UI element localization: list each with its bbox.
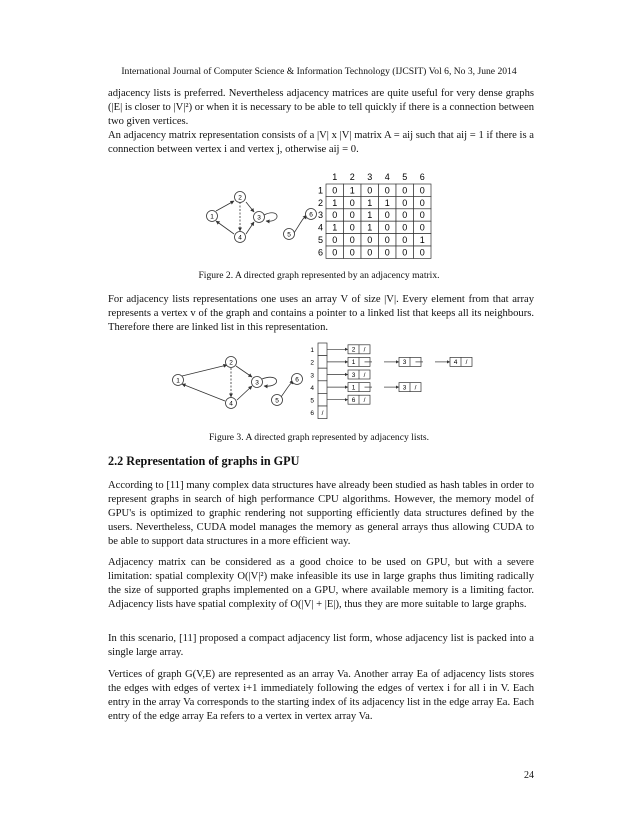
svg-text:3: 3	[255, 379, 259, 387]
matrix-cell-value: 0	[419, 210, 425, 221]
list-pointer-arrowhead	[447, 360, 450, 363]
list-node-value: 3	[351, 371, 356, 379]
matrix-cell-value: 1	[367, 222, 373, 233]
figure-3-graph	[170, 342, 530, 422]
null-pointer: /	[363, 397, 366, 404]
matrix-cell-value: 0	[419, 197, 425, 208]
vertex-array-cell	[318, 356, 327, 369]
paragraph-adjacency-matrix: An adjacency matrix representation consists of a |V| x |V| matrix A = aij such that aij = 1 if there is a connection between vertex i and vertex j, otherwise aij = 0.	[108, 130, 534, 155]
svg-text:5: 5	[275, 397, 279, 405]
svg-text:4: 4	[238, 234, 242, 242]
adjacency-matrix	[318, 172, 431, 258]
page-number: 24	[524, 770, 534, 781]
matrix-cell-value: 0	[332, 235, 338, 245]
graph-node-1	[207, 211, 218, 222]
matrix-col-header: 5	[402, 172, 408, 182]
svg-text:6: 6	[295, 376, 299, 384]
matrix-row-header: 2	[317, 197, 323, 208]
matrix-row-header: 1	[317, 185, 323, 196]
matrix-cell-value: 0	[402, 185, 408, 196]
matrix-cell-value: 0	[367, 185, 373, 196]
null-pointer: /	[363, 371, 366, 379]
svg-text:2: 2	[238, 194, 242, 202]
vertex-array-label: 5	[310, 397, 314, 405]
matrix-cell-value: 1	[349, 185, 355, 196]
matrix-cell-value: 1	[367, 197, 373, 208]
matrix-row-header: 6	[317, 247, 323, 258]
list-pointer-arrowhead	[396, 360, 399, 363]
matrix-cell-value: 0	[332, 210, 338, 221]
edge-1-2	[216, 201, 234, 211]
matrix-cell-value: 0	[384, 185, 390, 196]
matrix-cell-value: 0	[332, 247, 338, 258]
vertex-array-label: 4	[310, 384, 314, 392]
svg-text:5: 5	[287, 231, 291, 239]
matrix-col-header: 6	[419, 172, 425, 182]
paragraph-compact-form: In this scenario, [11] proposed a compact adjacency list form, whose adjacency list is packed into a single large array.	[108, 633, 534, 658]
matrix-cell-value: 0	[367, 235, 373, 245]
matrix-cell-value: 0	[402, 235, 408, 245]
paragraph-matrix-limitation: Adjacency matrix can be considered as a good choice to be used on GPU, but with a severe limitation: spatial complexity O(|V|²) make infeasible its use in large graphs thus limiting radically the size of supported graphs implemented on a GPU, where available memory is a limiting factor. Adjacency lists have spatial complexity of O(|V| + |E|), thus they are more suitable to large graphs.	[108, 557, 534, 610]
graph-node-5	[272, 395, 283, 406]
list-pointer-arrowhead	[396, 386, 399, 389]
list-pointer-arrowhead	[345, 386, 348, 389]
matrix-cell-value: 0	[402, 222, 408, 233]
running-header: International Journal of Computer Science & Information Technology (IJCSIT) Vol 6, No 3, June 2014	[121, 66, 517, 77]
vertex-array-label: 1	[310, 347, 314, 355]
figure-2-graph	[200, 171, 540, 261]
edge-5-6	[294, 218, 306, 233]
list-node-value: 3	[402, 384, 407, 392]
matrix-cell-value: 0	[419, 222, 425, 233]
matrix-cell-value: 0	[384, 247, 390, 258]
matrix-cell-value: 0	[419, 247, 425, 258]
graph-node-1	[173, 375, 184, 386]
edge-3-loop	[264, 213, 277, 221]
edge-2-3	[236, 366, 252, 377]
matrix-cell-value: 0	[349, 210, 355, 221]
svg-text:1: 1	[176, 377, 180, 385]
paragraph-vertex-arrays: Vertices of graph G(V,E) are represented as an array Va. Another array Ea of adjacency lists stores the edges with edges of vertex i+1 immediately following the edges of vertex i for all i in V. Each entry in the array Va corresponds to the starting index of its adjacency list in the edge array Ea. Each entry of the edge array Ea refers to a vertex in vertex array Va.	[108, 669, 534, 722]
svg-text:2: 2	[229, 359, 233, 367]
list-node-value: 1	[351, 359, 356, 367]
edge-4-1	[216, 221, 234, 234]
svg-text:6: 6	[309, 211, 313, 219]
matrix-col-header: 1	[332, 172, 338, 182]
svg-text:4: 4	[229, 400, 233, 408]
graph-node-2	[235, 192, 246, 203]
figure-2-caption: Figure 2. A directed graph represented by an adjacency matrix.	[198, 270, 440, 281]
paragraph-cuda-memory: According to [11] many complex data structures have already been studied as hash tables in order to represent graphs in search of high performance CPU algorithms. However, the memory model of GPU's is optimized to graphic rendering not supporting efficiently data structures defined by the users. Nevertheless, CUDA model manages the memory as general arrays thus allowing CUDA to be able to support data structures in a more efficient way.	[108, 480, 534, 547]
matrix-cell-value: 0	[367, 247, 373, 258]
adjacency-lists	[310, 343, 472, 419]
section-heading: 2.2 Representation of graphs in GPU	[108, 454, 300, 468]
matrix-cell-value: 0	[384, 235, 390, 245]
svg-text:1: 1	[210, 213, 214, 221]
graph-node-2	[226, 357, 237, 368]
matrix-cell-value: 0	[349, 222, 355, 233]
matrix-cell-value: 1	[332, 197, 338, 208]
list-pointer-arrowhead	[345, 348, 348, 351]
edge-1-2	[182, 365, 227, 376]
list-pointer-arrowhead	[345, 373, 348, 376]
vertex-array-cell	[318, 343, 327, 356]
matrix-col-header: 2	[349, 172, 355, 182]
matrix-cell-value: 1	[332, 222, 338, 233]
list-node-value: 3	[402, 359, 407, 367]
vertex-array-label: 3	[310, 372, 314, 380]
figure-3-caption: Figure 3. A directed graph represented by adjacency lists.	[208, 432, 430, 443]
matrix-col-header: 4	[384, 172, 390, 182]
list-node-value: 2	[351, 346, 356, 354]
matrix-cell-value: 1	[419, 235, 425, 245]
graph-node-6	[292, 374, 303, 385]
svg-text:3: 3	[257, 214, 261, 222]
graph-node-3	[254, 212, 265, 223]
edge-4-3	[246, 222, 254, 234]
graph-node-3	[252, 377, 263, 388]
matrix-cell-value: 0	[419, 185, 425, 196]
edge-5-6	[281, 383, 293, 397]
null-pointer: /	[321, 410, 324, 418]
null-pointer: /	[363, 346, 366, 354]
list-node-value: 6	[351, 397, 356, 404]
edge-4-1	[182, 384, 225, 401]
null-pointer: /	[465, 359, 468, 367]
vertex-array-cell	[318, 393, 327, 406]
vertex-array-label: 6	[310, 410, 314, 418]
vertex-array-cell	[318, 381, 327, 394]
edge-2-3	[246, 202, 254, 212]
vertex-array-label: 2	[310, 359, 314, 367]
list-node-value: 4	[453, 359, 458, 367]
vertex-array-cell	[318, 368, 327, 381]
matrix-cell-value: 1	[384, 197, 390, 208]
matrix-row-header: 5	[317, 235, 323, 245]
matrix-cell-value: 0	[349, 247, 355, 258]
null-pointer: /	[414, 384, 417, 392]
edge-4-3	[237, 386, 252, 400]
matrix-cell-value: 0	[349, 235, 355, 245]
matrix-cell-value: 0	[384, 210, 390, 221]
matrix-cell-value: 0	[349, 197, 355, 208]
matrix-cell-value: 1	[367, 210, 373, 221]
graph-node-6	[306, 209, 317, 220]
edge-3-loop	[262, 377, 277, 386]
paragraph-dense-graphs: adjacency lists is preferred. Nevertheless adjacency matrices are quite useful for very dense graphs (|E| is closer to |V|²) or when it is necessary to be able to tell quickly if there is a connection between two given vertices.	[108, 88, 534, 127]
list-pointer-arrowhead	[345, 360, 348, 363]
paragraph-adjacency-lists: For adjacency lists representations one uses an array V of size |V|. Every element from that array represents a vertex v of the graph and contains a pointer to a linked list that keeps all its neighbours. Therefore there are linked list in this representation.	[108, 294, 534, 333]
matrix-cell-value: 0	[402, 247, 408, 258]
graph-node-4	[226, 398, 237, 409]
matrix-cell-value: 0	[402, 197, 408, 208]
matrix-cell-value: 0	[332, 185, 338, 196]
matrix-row-header: 3	[317, 210, 323, 221]
list-pointer-arrowhead	[345, 398, 348, 401]
graph-node-4	[235, 232, 246, 243]
matrix-cell-value: 0	[402, 210, 408, 221]
matrix-row-header: 4	[317, 222, 323, 233]
list-node-value: 1	[351, 384, 356, 392]
matrix-col-header: 3	[367, 172, 373, 182]
graph-node-5	[284, 229, 295, 240]
matrix-cell-value: 0	[384, 222, 390, 233]
